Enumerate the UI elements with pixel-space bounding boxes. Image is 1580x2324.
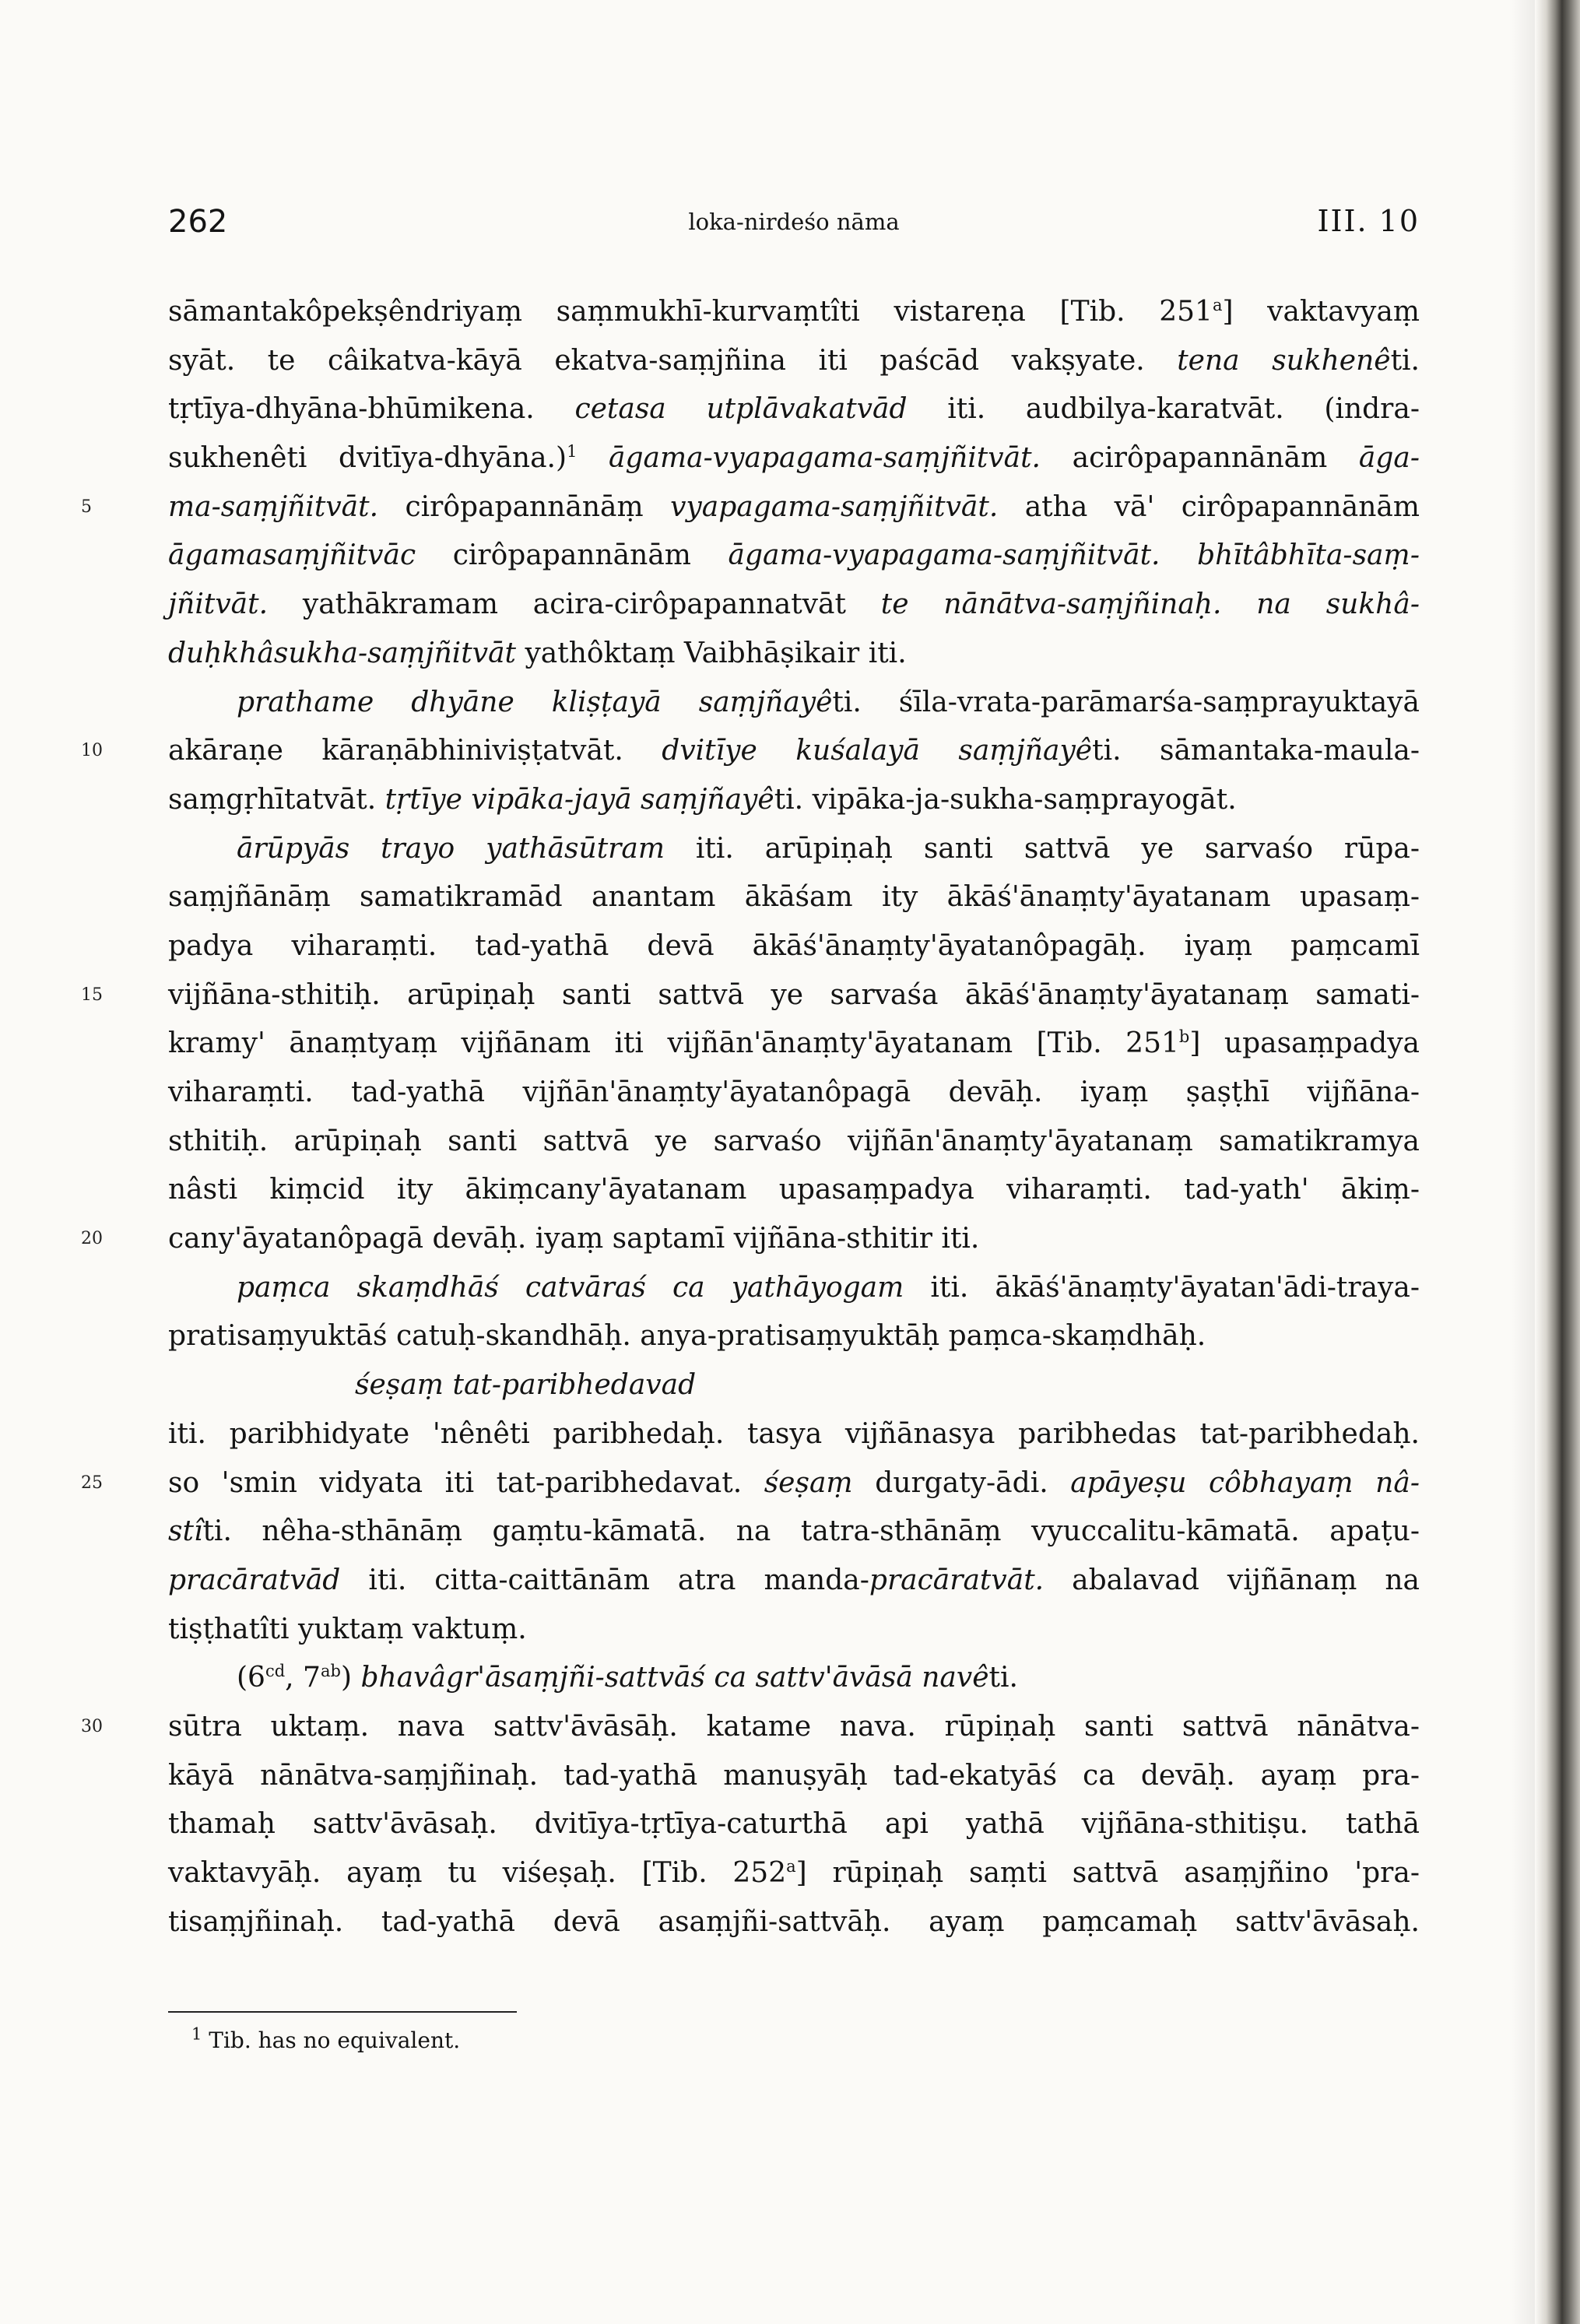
- text-segment: cany'āyatanôpagā devāḥ. iyaṃ saptamī vijñāna-sthitir iti.: [168, 1223, 980, 1255]
- text-segment: so 'smin vidyata iti tat-paribhedavat.: [168, 1466, 764, 1499]
- footnote-mark: 1: [191, 2024, 202, 2044]
- italic-term: tṛtīye vipāka-jayā saṃjñayê: [384, 783, 774, 816]
- text-line: [168, 1166, 1420, 1215]
- italic-term: ārūpyās trayo yathāsūtram: [237, 832, 665, 865]
- gutter-shadow: [1512, 0, 1535, 2324]
- line-number: 15: [81, 985, 103, 1005]
- text-line: [168, 1606, 1420, 1655]
- superscript: a: [1212, 296, 1223, 314]
- text-line: [81, 1703, 1420, 1752]
- text-segment: viharaṃti. tad-yathā vijñān'ānaṃty'āyatanôpagā devāḥ. iyaṃ ṣaṣṭhī vijñāna-: [168, 1076, 1420, 1108]
- italic-term: pracāratvāt.: [869, 1564, 1045, 1596]
- italic-term: vyapagama-saṃjñitvāt.: [670, 490, 999, 523]
- text-segment: sāmantakôpekṣêndriyaṃ saṃmukhī-kurvaṃtîti vistareṇa [Tib. 251: [168, 296, 1213, 328]
- line-number: 20: [81, 1229, 103, 1249]
- superscript: 1: [567, 442, 578, 462]
- text-line: [168, 1264, 1420, 1313]
- italic-term: tena sukhenê: [1177, 344, 1391, 377]
- text-segment: iti. ākāś'ānaṃty'āyatan'ādi-traya-: [904, 1271, 1420, 1304]
- italic-term: stî: [168, 1515, 203, 1548]
- text-segment: sukhenêti dvitīya-dhyāna.): [168, 442, 567, 475]
- italic-term: āgama-vyapagama-saṃjñitvāt. bhītâbhīta-saṃ-: [728, 539, 1420, 572]
- italic-term: apāyeṣu côbhayaṃ nâ-: [1070, 1466, 1420, 1499]
- text-segment: yathôktaṃ Vaibhāṣikair iti.: [516, 637, 907, 669]
- text-segment: pratisaṃyuktāś catuḥ-skandhāḥ. anya-pratisaṃyuktāḥ paṃca-skaṃdhāḥ.: [168, 1320, 1206, 1353]
- text-segment: saṃgṛhītatvāt.: [168, 783, 385, 816]
- text-line: [168, 385, 1420, 434]
- text-segment: ti. nêha-sthānāṃ gaṃtu-kāmatā. na tatra-sthānāṃ vyuccalitu-kāmatā. apaṭu-: [202, 1515, 1420, 1548]
- text-line: [168, 288, 1420, 337]
- text-line: [168, 434, 1420, 483]
- page-header: [168, 201, 1420, 247]
- text-line: [81, 727, 1420, 776]
- text-segment: vijñāna-sthitiḥ. arūpiṇaḥ santi sattvā ye sarvaśa ākāś'ānaṃty'āyatanaṃ samati-: [168, 978, 1420, 1011]
- superscript: ab: [320, 1662, 341, 1681]
- text-line: [168, 1898, 1420, 1947]
- footnote-rule: [168, 2011, 517, 2013]
- text-line: [168, 1654, 1420, 1703]
- text-segment: [577, 442, 609, 474]
- italic-term: bhavâgr'āsaṃjñi-sattvāś ca sattv'āvāsā navê: [360, 1662, 989, 1694]
- text-segment: ): [340, 1662, 361, 1694]
- text-segment: ] vaktavyaṃ: [1222, 296, 1420, 328]
- text-segment: abalavad vijñānaṃ na: [1044, 1564, 1420, 1596]
- text-line: [168, 776, 1420, 825]
- text-segment: durgaty-ādi.: [852, 1466, 1071, 1499]
- text-segment: ti. vipāka-ja-sukha-saṃprayogāt.: [774, 783, 1237, 816]
- text-line: [168, 630, 1420, 679]
- text-segment: ] rūpiṇaḥ saṃti sattvā asaṃjñino 'pra-: [795, 1857, 1420, 1889]
- text-line: [168, 1800, 1420, 1849]
- italic-term: āgamasaṃjñitvāc: [168, 539, 416, 572]
- italic-term: paṃca skaṃdhāś catvāraś ca yathāyogam: [237, 1271, 904, 1304]
- text-line: [81, 483, 1420, 532]
- text-line: [81, 1215, 1420, 1264]
- text-segment: cirôpapannānām: [416, 539, 729, 572]
- text-line: [168, 1410, 1420, 1459]
- text-segment: ] upasaṃpadya: [1189, 1027, 1420, 1060]
- text-segment: , 7: [285, 1662, 321, 1694]
- text-segment: ti.: [1390, 344, 1420, 377]
- text-segment: yathākramam acira-cirôpapannatvāt: [268, 588, 881, 621]
- text-segment: iti. citta-caittānām atra manda-: [340, 1564, 869, 1596]
- text-segment: ti. sāmantaka-maula-: [1092, 735, 1420, 767]
- text-line: [168, 1849, 1420, 1898]
- text-segment: tṛtīya-dhyāna-bhūmikena.: [168, 393, 575, 426]
- footnote: [191, 2024, 460, 2058]
- text-line: [168, 922, 1420, 971]
- text-segment: (6: [237, 1662, 265, 1694]
- text-segment: kāyā nānātva-saṃjñinaḥ. tad-yathā manuṣyāḥ tad-ekatyāś ca devāḥ. ayaṃ pra-: [168, 1759, 1420, 1792]
- text-line: [168, 532, 1420, 581]
- text-segment: iti. paribhidyate 'nênêti paribhedaḥ. tasya vijñānasya paribhedas tat-paribhedaḥ.: [168, 1417, 1420, 1450]
- superscript: a: [786, 1857, 796, 1876]
- book-spine-edge: [1535, 0, 1580, 2324]
- text-segment: nâsti kiṃcid ity ākiṃcany'āyatanam upasaṃpadya viharaṃti. tad-yath' ākiṃ-: [168, 1174, 1420, 1206]
- text-segment: ti.: [988, 1662, 1018, 1694]
- text-line: [168, 825, 1420, 874]
- italic-term: cetasa utplāvakatvād: [574, 393, 908, 426]
- italic-term: āgama-vyapagama-saṃjñitvāt.: [609, 442, 1041, 475]
- text-segment: cirôpapannānāṃ: [378, 490, 671, 523]
- text-line: [168, 1557, 1420, 1606]
- running-title: loka-nirdeśo nāma: [688, 209, 900, 235]
- text-segment: tisaṃjñinaḥ. tad-yathā devā asaṃjñi-sattvāḥ. ayaṃ paṃcamaḥ sattv'āvāsaḥ.: [168, 1905, 1420, 1938]
- text-line: [81, 1459, 1420, 1508]
- text-line: [168, 1020, 1420, 1069]
- text-segment: syāt. te câikatva-kāyā ekatva-saṃjñina iti paścād vakṣyate.: [168, 344, 1178, 377]
- italic-term: prathame dhyāne kliṣṭayā saṃjñayê: [237, 686, 833, 718]
- text-segment: acirôpapannānām: [1041, 442, 1359, 475]
- italic-term: pracāratvād: [168, 1564, 341, 1596]
- text-line: [168, 581, 1420, 630]
- italic-term: te nānātva-saṃjñinaḥ. na sukhâ-: [880, 588, 1420, 621]
- text-line: [168, 1508, 1420, 1557]
- text-segment: kramy' ānaṃtyaṃ vijñānam iti vijñān'ānaṃty'āyatanam [Tib. 251: [168, 1027, 1179, 1060]
- page-number: 262: [168, 204, 228, 240]
- text-line: [168, 1118, 1420, 1167]
- section-reference: III. 10: [1317, 204, 1420, 238]
- text-segment: padya viharaṃti. tad-yathā devā ākāś'ānaṃty'āyatanôpagāḥ. iyaṃ paṃcamī: [168, 929, 1420, 962]
- superscript: cd: [265, 1662, 286, 1681]
- text-segment: tiṣṭhatîti yuktaṃ vaktuṃ.: [168, 1613, 527, 1645]
- footnote-text: Tib. has no equivalent.: [209, 2027, 461, 2053]
- text-line: [81, 971, 1420, 1020]
- text-segment: vaktavyāḥ. ayaṃ tu viśeṣaḥ. [Tib. 252: [168, 1857, 787, 1889]
- italic-term: jñitvāt.: [168, 588, 269, 621]
- italic-term: dvitīye kuśalayā saṃjñayê: [662, 735, 1093, 767]
- text-line: [168, 873, 1420, 922]
- italic-term: duḥkhâsukha-saṃjñitvāt: [168, 637, 517, 669]
- text-segment: thamaḥ sattv'āvāsaḥ. dvitīya-tṛtīya-caturthā api yathā vijñāna-sthitiṣu. tathā: [168, 1808, 1420, 1841]
- line-number: 25: [81, 1473, 103, 1493]
- text-segment: ti. śīla-vrata-parāmarśa-saṃprayuktayā: [832, 686, 1420, 718]
- text-line: [168, 1069, 1420, 1118]
- italic-term: śeṣaṃ: [764, 1466, 853, 1499]
- text-line: [168, 1361, 1420, 1410]
- italic-term: śeṣaṃ tat-paribhedavad: [355, 1369, 697, 1402]
- text-segment: iti. audbilya-karatvāt. (indra-: [907, 393, 1420, 426]
- text-segment: atha vā' cirôpapannānām: [998, 490, 1420, 523]
- line-number: 30: [81, 1716, 103, 1736]
- text-line: [168, 1752, 1420, 1801]
- text-segment: akāraṇe kāraṇābhiniviṣṭatvāt.: [168, 735, 662, 767]
- main-text: [81, 288, 1420, 1947]
- italic-term: ma-saṃjñitvāt.: [168, 490, 379, 523]
- italic-term: āga-: [1358, 442, 1420, 475]
- text-line: [168, 679, 1420, 728]
- text-segment: saṃjñānāṃ samatikramād anantam ākāśam ity ākāś'ānaṃty'āyatanam upasaṃ-: [168, 881, 1420, 914]
- line-number: 5: [81, 497, 92, 517]
- text-segment: sūtra uktaṃ. nava sattv'āvāsāḥ. katame nava. rūpiṇaḥ santi sattvā nānātva-: [168, 1710, 1420, 1743]
- text-line: [168, 1312, 1420, 1361]
- line-number: 10: [81, 741, 103, 761]
- text-segment: iti. arūpiṇaḥ santi sattvā ye sarvaśo rūpa-: [664, 832, 1420, 865]
- superscript: b: [1178, 1027, 1190, 1047]
- text-line: [168, 337, 1420, 386]
- text-segment: sthitiḥ. arūpiṇaḥ santi sattvā ye sarvaśo vijñān'ānaṃty'āyatanaṃ samatikramya: [168, 1125, 1420, 1157]
